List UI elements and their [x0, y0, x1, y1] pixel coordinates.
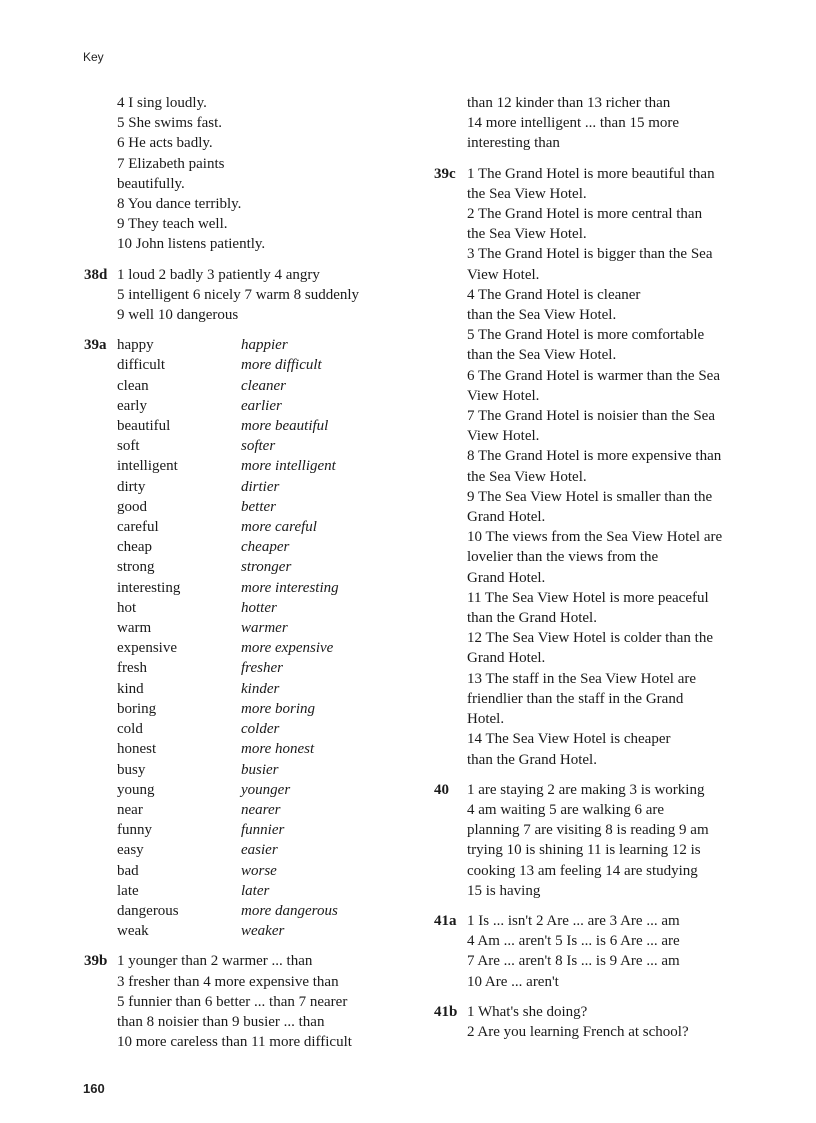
answer-line: than the Grand Hotel.	[467, 610, 597, 627]
adjective-comparative: softer	[241, 438, 276, 455]
adjective-base: warm	[117, 620, 152, 637]
answer-line: 3 The Grand Hotel is bigger than the Sea	[467, 246, 713, 263]
answer-line: 5 The Grand Hotel is more comfortable	[467, 327, 705, 344]
adjective-base: difficult	[117, 357, 166, 374]
exercise-label: 39a	[84, 337, 107, 354]
adjective-base: beautiful	[117, 418, 171, 435]
page-number: 160	[83, 1081, 105, 1096]
table-row	[117, 355, 414, 375]
right-column	[434, 93, 764, 1042]
adjective-comparative: warmer	[241, 620, 288, 637]
adjective-base: happy	[117, 337, 154, 354]
table-row	[117, 335, 414, 355]
answer-line: 15 is having	[467, 882, 541, 899]
answer-line: 1 younger than 2 warmer ... than	[117, 953, 313, 970]
answer-line: Hotel.	[467, 711, 505, 728]
adjective-comparative: more difficult	[241, 357, 322, 374]
adjective-comparative: cheaper	[241, 539, 290, 556]
answer-line: 2 Are you learning French at school?	[467, 1023, 689, 1040]
exercise-label: 41b	[434, 1003, 458, 1020]
exercise-38c-continued	[84, 93, 414, 255]
answer-line: than the Sea View Hotel.	[467, 347, 617, 364]
answer-line: trying 10 is shining 11 is learning 12 is	[467, 842, 701, 859]
table-row	[117, 537, 414, 557]
adjective-base: clean	[117, 377, 149, 394]
adjective-comparative: more honest	[241, 741, 315, 758]
answer-line: 10 The views from the Sea View Hotel are	[467, 529, 723, 546]
adjective-comparative: worse	[241, 862, 277, 879]
exercise-41a	[434, 911, 764, 992]
adjective-comparative: better	[241, 498, 276, 515]
running-header: Key	[83, 50, 104, 64]
table-row	[117, 921, 414, 941]
exercise-label: 39b	[84, 953, 108, 970]
answer-line: 9 The Sea View Hotel is smaller than the	[467, 488, 713, 505]
answer-line: 9 They teach well.	[117, 216, 228, 233]
answer-line: than 12 kinder than 13 richer than	[467, 95, 671, 111]
answer-line: Grand Hotel.	[467, 650, 546, 667]
adjective-base: soft	[117, 438, 140, 455]
adjective-base: intelligent	[117, 458, 178, 475]
table-row	[117, 881, 414, 901]
adjective-base: boring	[117, 700, 157, 717]
answer-line: than the Sea View Hotel.	[467, 307, 617, 324]
table-row	[117, 901, 414, 921]
adjective-base: fresh	[117, 660, 147, 677]
adjective-comparative: later	[241, 882, 270, 899]
exercise-38d	[84, 265, 414, 326]
adjective-base: hot	[117, 599, 137, 616]
adjective-base: bad	[117, 862, 139, 879]
table-row	[117, 658, 414, 678]
adjective-base: dirty	[117, 478, 146, 495]
answer-line: 1 What's she doing?	[467, 1003, 588, 1020]
table-row	[117, 416, 414, 436]
answer-line: the Sea View Hotel.	[467, 185, 587, 202]
exercise-label: 41a	[434, 912, 457, 929]
adjective-base: weak	[117, 923, 149, 940]
exercise-39a	[84, 335, 414, 941]
adjective-comparative: busier	[241, 761, 279, 778]
adjective-base: early	[117, 397, 147, 414]
table-row	[117, 780, 414, 800]
adjective-base: strong	[117, 559, 155, 576]
answer-line: friendlier than the staff in the Grand	[467, 690, 684, 707]
adjective-comparative: more beautiful	[241, 418, 329, 435]
answer-line: 1 loud 2 badly 3 patiently 4 angry	[117, 266, 320, 283]
adjective-comparative: stronger	[241, 559, 292, 576]
table-row	[117, 699, 414, 719]
adjective-comparative: weaker	[241, 923, 285, 940]
exercise-39c	[434, 164, 764, 770]
table-row	[117, 376, 414, 396]
answer-line: beautifully.	[117, 175, 185, 192]
answer-line: 12 The Sea View Hotel is colder than the	[467, 630, 713, 647]
adjective-base: funny	[117, 822, 152, 839]
answer-line: 7 The Grand Hotel is noisier than the Sea	[467, 408, 715, 425]
adjective-comparative-table	[117, 335, 414, 941]
adjective-comparative: cleaner	[241, 377, 286, 394]
adjective-base: cold	[117, 721, 143, 738]
adjective-base: cheap	[117, 539, 152, 556]
adjective-comparative: happier	[241, 337, 288, 354]
answer-line: 5 She swims fast.	[117, 115, 222, 132]
table-row	[117, 517, 414, 537]
adjective-comparative: colder	[241, 721, 280, 738]
table-row	[117, 861, 414, 881]
table-row	[117, 497, 414, 517]
adjective-comparative: kinder	[241, 680, 280, 697]
answer-line: 6 The Grand Hotel is warmer than the Sea	[467, 367, 720, 384]
adjective-base: late	[117, 882, 139, 899]
answer-line: cooking 13 am feeling 14 are studying	[467, 862, 698, 879]
answer-line: 8 You dance terribly.	[117, 196, 242, 213]
adjective-comparative: more dangerous	[241, 902, 338, 919]
table-row	[117, 840, 414, 860]
adjective-base: expensive	[117, 640, 177, 657]
adjective-comparative: dirtier	[241, 478, 280, 495]
table-row	[117, 436, 414, 456]
answer-line: than the Grand Hotel.	[467, 751, 597, 768]
answer-line: 10 more careless than 11 more difficult	[117, 1034, 352, 1051]
answer-line: 11 The Sea View Hotel is more peaceful	[467, 589, 709, 606]
exercise-41b	[434, 1002, 764, 1042]
answer-line: 6 He acts badly.	[117, 135, 213, 152]
exercise-39b	[84, 951, 414, 1052]
table-row	[117, 638, 414, 658]
table-row	[117, 618, 414, 638]
answer-line: 13 The staff in the Sea View Hotel are	[467, 670, 697, 687]
exercise-label: 39c	[434, 165, 456, 182]
answer-line: than 8 noisier than 9 busier ... than	[117, 1013, 325, 1030]
answer-line: 1 are staying 2 are making 3 is working	[467, 781, 705, 798]
table-row	[117, 396, 414, 416]
answer-line: 10 Are ... aren't	[467, 973, 559, 990]
table-row	[117, 739, 414, 759]
adjective-base: near	[117, 801, 143, 818]
adjective-comparative: nearer	[241, 801, 281, 818]
adjective-base: young	[117, 781, 155, 798]
exercise-40	[434, 780, 764, 901]
adjective-base: busy	[117, 761, 146, 778]
answer-line: 7 Are ... aren't 8 Is ... is 9 Are ... am	[467, 953, 680, 970]
adjective-comparative: younger	[241, 781, 291, 798]
answer-line: View Hotel.	[467, 266, 540, 283]
adjective-comparative: more boring	[241, 700, 316, 717]
answer-line: 8 The Grand Hotel is more expensive than	[467, 448, 722, 465]
answer-line: View Hotel.	[467, 387, 540, 404]
answer-line: 4 I sing loudly.	[117, 95, 207, 111]
answer-line: lovelier than the views from the	[467, 549, 659, 566]
answer-line: 9 well 10 dangerous	[117, 307, 239, 324]
table-row	[117, 820, 414, 840]
answer-line: 14 The Sea View Hotel is cheaper	[467, 731, 671, 748]
adjective-base: kind	[117, 680, 144, 697]
table-row	[117, 598, 414, 618]
answer-line: 5 funnier than 6 better ... than 7 nearer	[117, 993, 348, 1010]
adjective-base: careful	[117, 519, 159, 536]
answer-line: interesting than	[467, 135, 560, 152]
exercise-39b-continued	[434, 93, 764, 154]
adjective-base: honest	[117, 741, 157, 758]
adjective-comparative: earlier	[241, 397, 282, 414]
table-row	[117, 477, 414, 497]
answer-line: View Hotel.	[467, 428, 540, 445]
answer-line: the Sea View Hotel.	[467, 468, 587, 485]
answer-line: 10 John listens patiently.	[117, 236, 266, 253]
table-row	[117, 578, 414, 598]
adjective-base: good	[117, 498, 147, 515]
answer-line: 5 intelligent 6 nicely 7 warm 8 suddenly	[117, 286, 360, 303]
adjective-comparative: fresher	[241, 660, 283, 677]
adjective-base: easy	[117, 842, 144, 859]
answer-line: planning 7 are visiting 8 is reading 9 am	[467, 822, 709, 839]
answer-line: 3 fresher than 4 more expensive than	[117, 973, 339, 990]
table-row	[117, 456, 414, 476]
answer-line: 4 The Grand Hotel is cleaner	[467, 286, 641, 303]
answer-line: 2 The Grand Hotel is more central than	[467, 206, 703, 223]
left-column	[84, 93, 414, 1052]
table-row	[117, 679, 414, 699]
adjective-base: interesting	[117, 579, 181, 596]
adjective-comparative: more expensive	[241, 640, 334, 657]
table-row	[117, 800, 414, 820]
adjective-comparative: more careful	[241, 519, 317, 536]
answer-line: 4 am waiting 5 are walking 6 are	[467, 801, 665, 818]
answer-line: 1 The Grand Hotel is more beautiful than	[467, 165, 715, 182]
answer-line: 7 Elizabeth paints	[117, 155, 225, 172]
answer-line: Grand Hotel.	[467, 569, 546, 586]
exercise-label: 40	[434, 781, 449, 798]
table-row	[117, 719, 414, 739]
adjective-base: dangerous	[117, 902, 179, 919]
adjective-comparative: easier	[241, 842, 278, 859]
adjective-comparative: more interesting	[241, 579, 339, 596]
table-row	[117, 760, 414, 780]
answer-line: the Sea View Hotel.	[467, 226, 587, 243]
answer-line: 4 Am ... aren't 5 Is ... is 6 Are ... are	[467, 933, 680, 950]
adjective-comparative: funnier	[241, 822, 285, 839]
exercise-label: 38d	[84, 266, 108, 283]
adjective-comparative: hotter	[241, 599, 277, 616]
answer-line: 14 more intelligent ... than 15 more	[467, 115, 680, 132]
table-row	[117, 557, 414, 577]
answer-line: Grand Hotel.	[467, 509, 546, 526]
adjective-comparative: more intelligent	[241, 458, 336, 475]
answer-line: 1 Is ... isn't 2 Are ... are 3 Are ... am	[467, 912, 680, 929]
